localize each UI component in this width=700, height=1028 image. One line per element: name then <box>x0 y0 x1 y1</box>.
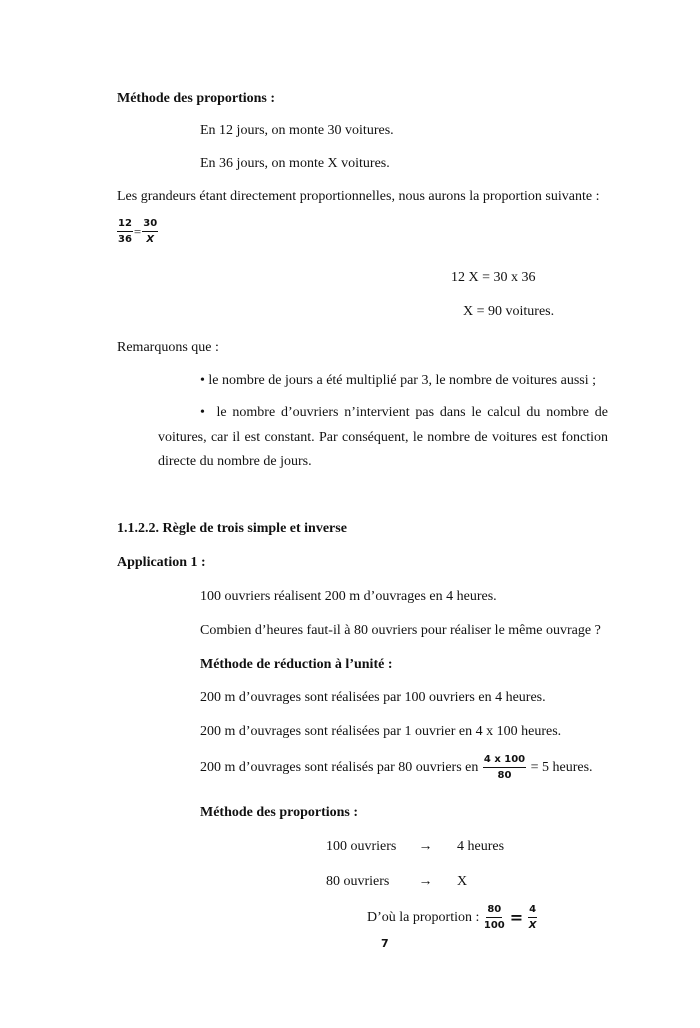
arrow-right-icon: → <box>418 874 433 889</box>
page-number: 7 <box>381 937 389 950</box>
section-heading-regle-de-trois: 1.1.2.2. Règle de trois simple et inverse <box>117 521 347 536</box>
bullet-icon: • <box>200 373 205 388</box>
text-line: En 36 jours, on monte X voitures. <box>200 156 390 171</box>
text-line: 200 m d’ouvrages sont réalisées par 1 ouvrier en 4 x 100 heures. <box>200 724 562 739</box>
calc-result: X = 90 voitures. <box>463 304 555 319</box>
method-heading-reduction: Méthode de réduction à l’unité : <box>200 657 393 672</box>
text-line: Combien d’heures faut-il à 80 ouvriers pour réaliser le même ouvrage ? <box>200 623 601 638</box>
method-heading-proportions: Méthode des proportions : <box>200 805 359 820</box>
text-line: directe du nombre de jours. <box>158 454 312 469</box>
application-heading: Application 1 : <box>117 555 206 570</box>
text-line: 100 ouvriers réalisent 200 m d’ouvrages en 4 heures. <box>200 589 497 604</box>
final-proportion: D’où la proportion : $\frac{80}{100}$ = $\frac{4}{X}$ <box>367 904 537 931</box>
step3-line: 200 m d’ouvrages sont réalisés par 80 ouvriers en $\frac{4 x 100}{80}$ = 5 heures. <box>200 754 593 781</box>
fraction-step3: $\frac{4 x 100}{80}$ <box>483 754 526 781</box>
fraction-right: $\frac{30}{X}$ <box>143 218 158 245</box>
section-heading-proportions: Méthode des proportions : <box>117 91 276 106</box>
fraction-right: $\frac{4}{X}$ <box>528 904 537 931</box>
ratio-row: 80 ouvriers → X <box>326 874 468 889</box>
fraction-left: $\frac{12}{36}$ <box>118 218 132 245</box>
proportion-equation: $\frac{12}{36}$ = $\frac{30}{X}$ <box>118 218 158 245</box>
paragraph-intro: Les grandeurs étant directement proportionnelles, nous aurons la proportion suivante : <box>117 189 600 204</box>
arrow-right-icon: → <box>418 839 433 854</box>
calc-line: 12 X = 30 x 36 <box>451 270 536 285</box>
ratio-row: 100 ouvriers → 4 heures <box>326 839 505 854</box>
fraction-left: $\frac{80}{100}$ <box>483 904 505 931</box>
bullet-item: • le nombre de jours a été multiplié par 3, le nombre de voitures aussi ; <box>200 373 597 388</box>
text-line: voitures, car il est constant. Par conséquent, le nombre de voitures est fonction <box>158 430 608 445</box>
remarks-heading: Remarquons que : <box>117 340 219 355</box>
text-line: 200 m d’ouvrages sont réalisées par 100 ouvriers en 4 heures. <box>200 690 546 705</box>
bullet-icon: • <box>200 405 205 420</box>
bullet-item: • le nombre d’ouvriers n’intervient pas dans le calcul du nombre de <box>200 405 609 420</box>
text-line: En 12 jours, on monte 30 voitures. <box>200 123 394 138</box>
